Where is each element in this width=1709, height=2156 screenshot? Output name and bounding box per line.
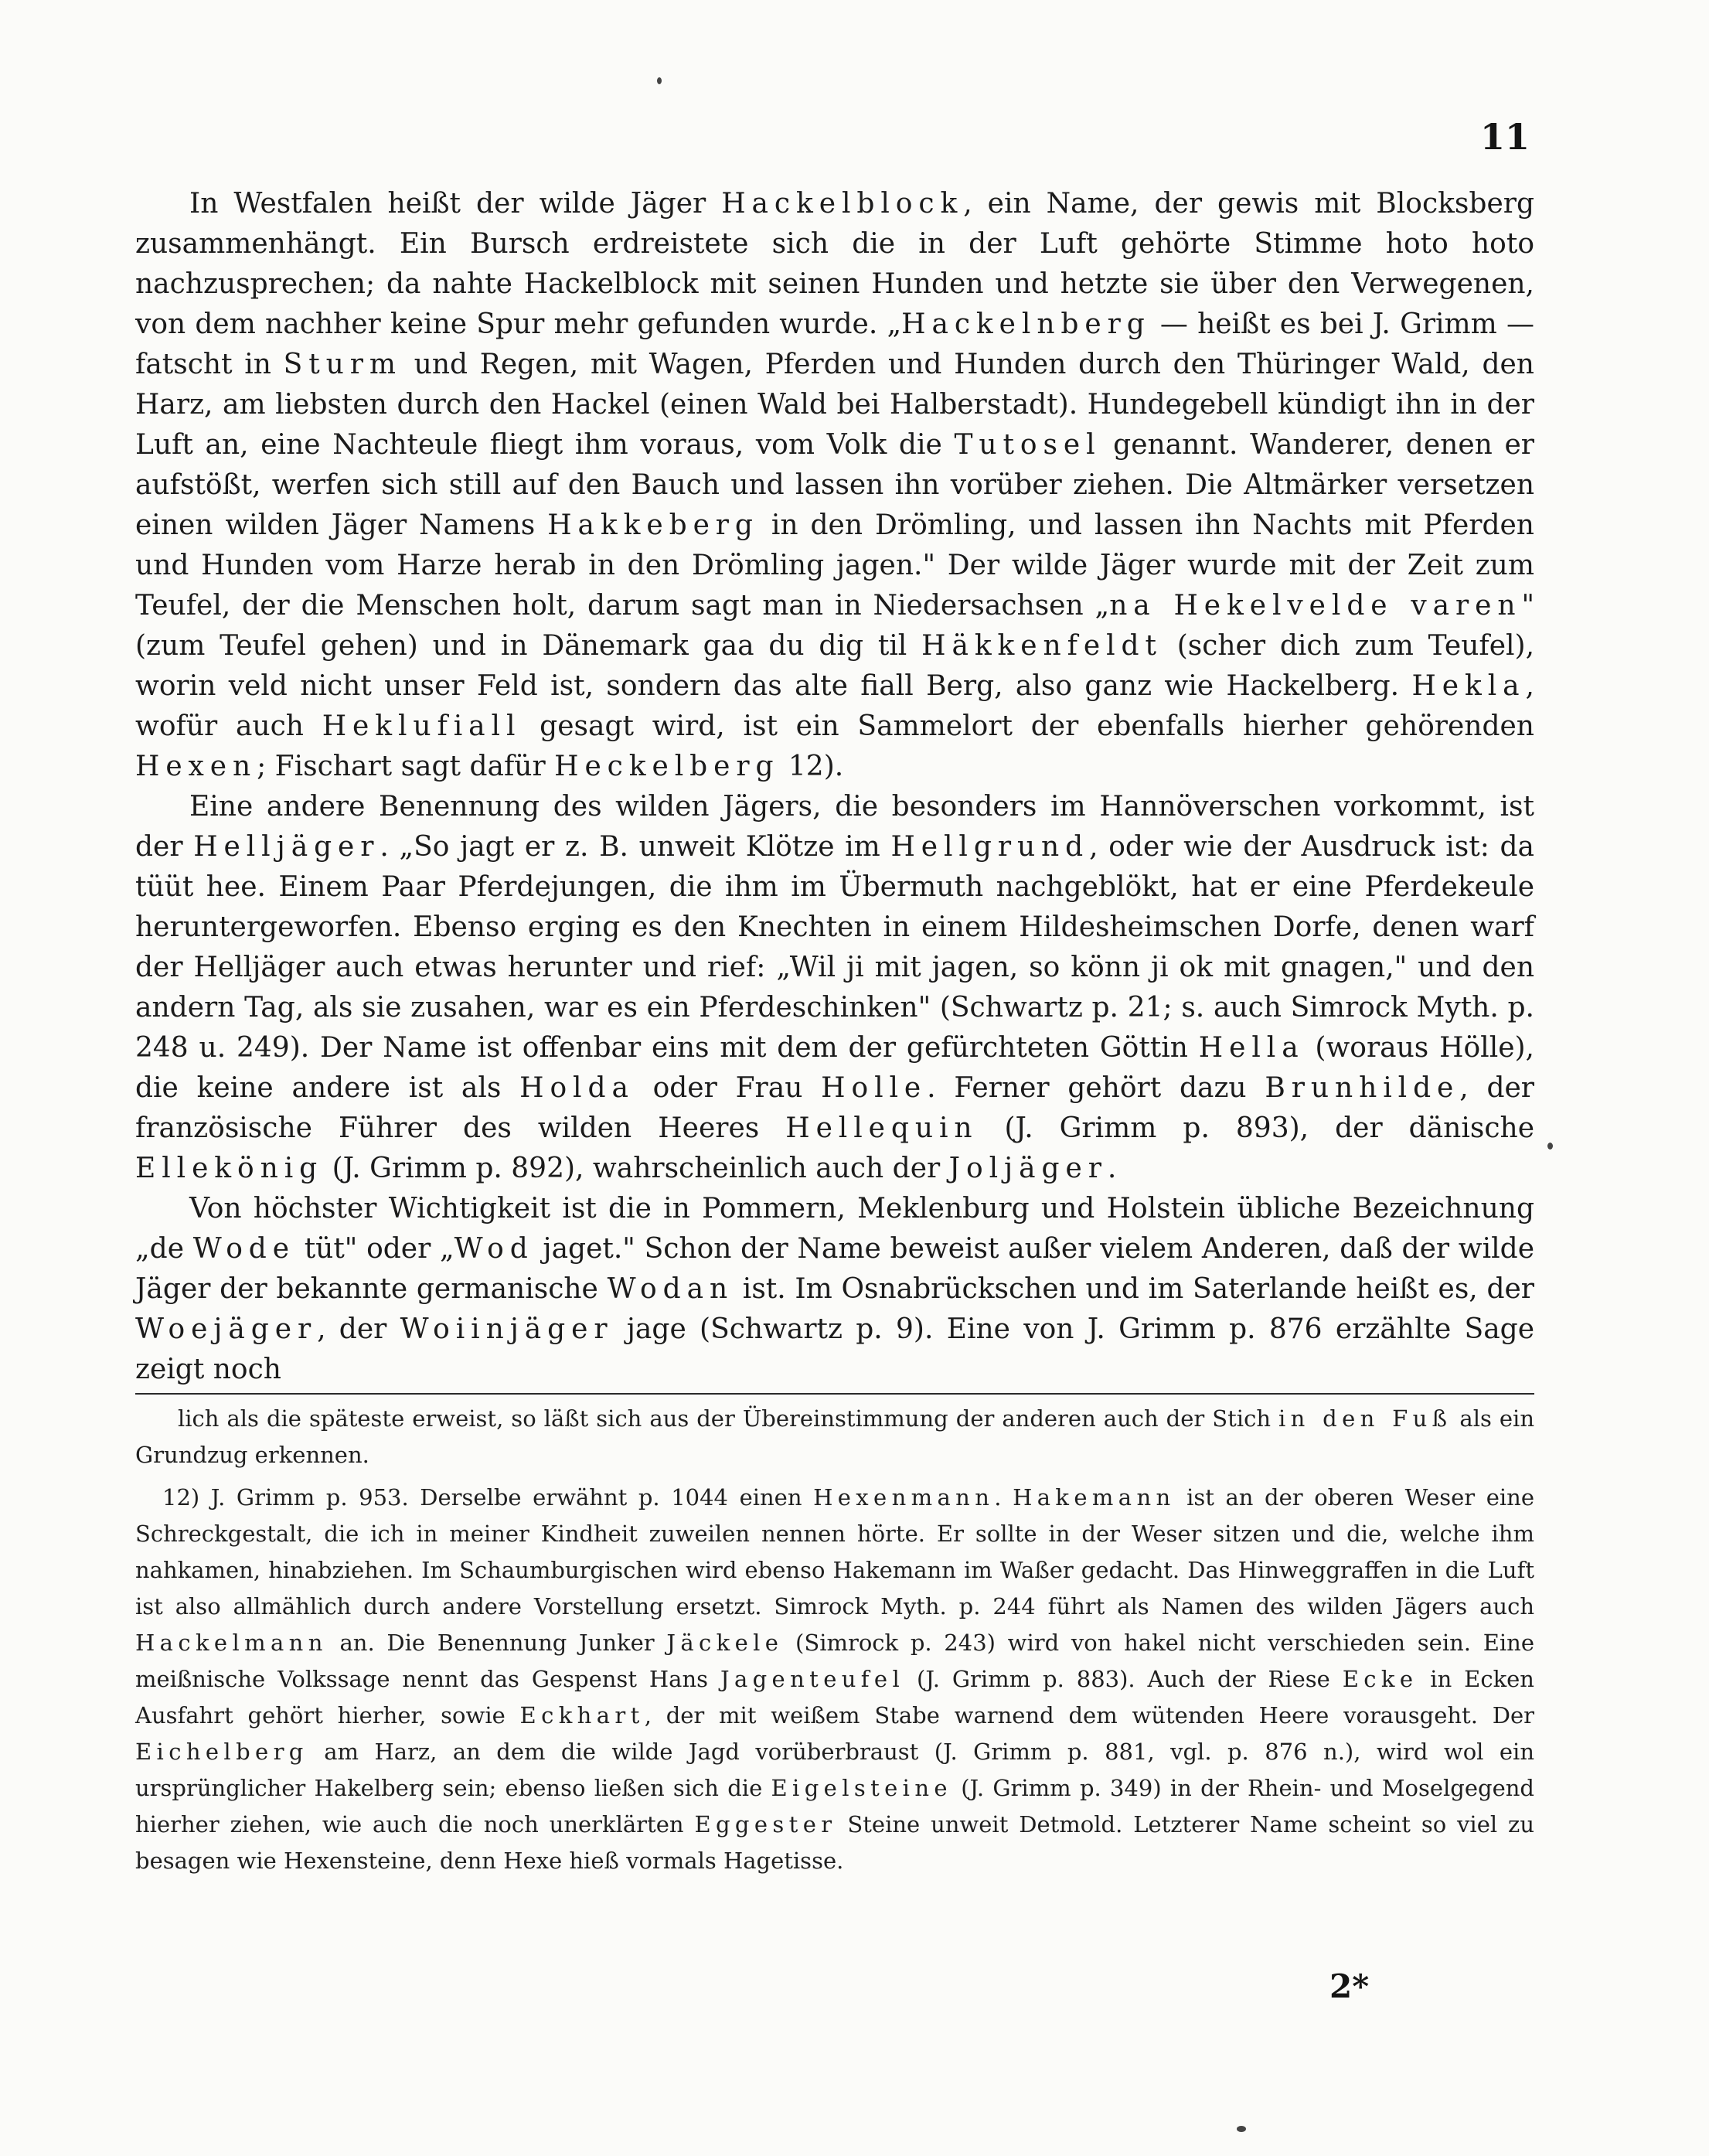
spaced-term: Hellequin [785,1112,979,1144]
scan-speck [1237,2126,1246,2132]
spaced-term: Heklufiall [322,710,522,742]
text-run: 12) J. Grimm p. 953. Derselbe erwähnt p. 1044 einen [162,1484,814,1511]
spaced-term: Wode [192,1233,295,1265]
spaced-term: Holle [821,1072,928,1104]
spaced-term: Hackelmann [135,1630,328,1656]
spaced-term: Eggester [694,1811,837,1838]
spaced-term: Häkkenfeldt [921,630,1163,662]
text-run: ist an der oberen Weser eine Schreckgestalt, die ich in meiner Kindheit zuweilen nennen hörte. Er sollte in der Weser sitzen und die, welche ihm nahkamen, hinabziehen. Im Schaumburgischen wird ebenso Hakemann im Waßer gedacht. Das Hinweggraffen in die Luft ist also allmählich durch andere Vorstellung ersetzt. Simrock Myth. p. 244 führt als Namen des wilden Jägers auch [135,1484,1534,1620]
text-run: tüt" oder „ [294,1233,454,1265]
text-run: , wofür auch [135,670,1534,742]
text-run: (J. Grimm p. 892), wahrscheinlich auch der [323,1153,949,1184]
spaced-term: Tutosel [954,429,1101,461]
text-run: Steine unweit Detmold. Letzterer Name scheint so viel zu besagen wie Hexensteine, denn Hexe hieß vormals Hagetisse. [135,1811,1534,1874]
text-run: , der [317,1313,400,1345]
footnote-continuation [135,1401,1534,1473]
text-run: am Harz, an dem die wilde Jagd vorüberbraust (J. Grimm p. 881, vgl. p. 876 n.), wird wol ein ursprünglicher Hakelberg sein; ebenso ließen sich die [135,1739,1534,1801]
scan-speck [1547,1143,1553,1150]
spaced-term: Eichelberg [135,1739,308,1765]
text-run: (J. Grimm p. 349) in der Rhein- und Moselgegend hierher ziehen, wie auch die noch unerklärten [135,1775,1534,1838]
text-run: als ein Grundzug erkennen. [135,1405,1535,1468]
text-run: — heißt es bei J. Grimm — fatscht in [135,308,1535,380]
paragraph [135,184,1534,787]
spaced-term: Woejäger [135,1313,318,1345]
spaced-term: Hexenmann [813,1484,995,1511]
text-run: . [994,1484,1013,1511]
spaced-term: Jagenteufel [720,1666,905,1692]
spaced-term: Hellgrund [890,831,1090,863]
text-run: in den Drömling, und lassen ihn Nachts mit Pferden und Hunden vom Harze herab in den Drömling jagen." Der wilde Jäger wurde mit der Zeit zum Teufel, der die Menschen holt, darum sagt man in Niedersachsen „ [135,509,1534,622]
spaced-term: Jäckele [666,1630,784,1656]
footnotes [135,1401,1534,1879]
text-run: an. Die Benennung Junker [327,1630,667,1656]
spaced-term: Hackelnberg [901,308,1151,340]
spaced-term: Woiinjäger [400,1313,614,1345]
text-run: In Westfalen heißt der wilde Jäger [189,188,722,220]
text-run: gesagt wird, ist ein Sammelort der ebenfalls hierher gehörenden [521,710,1534,742]
text-run: (J. Grimm p. 893), der dänische [978,1112,1535,1144]
spaced-term: Hackelblock [721,188,964,220]
text-run: , der französische Führer des wilden Heeres [135,1072,1535,1144]
text-run: ; Fischart sagt dafür [257,751,555,782]
spaced-term: Ecke [1342,1666,1418,1692]
spaced-term: Hekla [1411,670,1526,702]
spaced-term: Ellekönig [135,1153,324,1184]
text-run: und Regen, mit Wagen, Pferden und Hunden durch den Thüringer Wald, den Harz, am liebsten durch den Hackel (einen Wald bei Halberstadt). Hundegebell kündigt ihn in der Luft an, eine Nachteule fliegt ihm voraus, vom Volk die [135,349,1534,461]
spaced-term: Hexen [135,751,257,782]
spaced-term: Joljäger [948,1153,1108,1184]
main-text [135,184,1534,1390]
text-run: jage (Schwartz p. 9). Eine von J. Grimm p. 876 erzählte Sage zeigt noch [135,1313,1535,1385]
spaced-term: Heckelberg [554,751,780,782]
spaced-term: Helljäger [193,831,380,863]
paragraph [135,1189,1534,1390]
text-run: 12). [779,751,844,782]
text-run: (woraus Hölle), die keine andere ist als [135,1032,1534,1104]
text-run: jaget." Schon der Name beweist außer vielem Anderen, daß der wilde Jäger der bekannte germanische [135,1233,1534,1305]
text-run: , ein Name, der gewis mit Blocksberg zusammenhängt. Ein Bursch erdreistete sich die in der Luft gehörte Stimme hoto hoto nachzusprechen; da nahte Hackelblock mit seinen Hunden und hetzte sie über den Verwegenen, von dem nachher keine Spur mehr gefunden wurde. „ [135,188,1535,340]
text-run: . „So jagt er z. B. unweit Klötze im [380,831,891,863]
text-run: " (zum Teufel gehen) und in Dänemark gaa du dig til [135,590,1534,662]
text-run: (scher dich zum Teufel), worin veld nicht unser Feld ist, sondern das alte fiall Berg, also ganz wie Hackelberg. [135,630,1535,702]
text-run: (Simrock p. 243) wird von hakel nicht verschieden sein. Eine meißnische Volkssage nennt das Gespenst Hans [135,1630,1534,1692]
spaced-term: Sturm [283,349,402,380]
footnote-12 [135,1480,1534,1879]
scan-speck [657,77,662,84]
text-run: (J. Grimm p. 883). Auch der Riese [904,1666,1343,1692]
spaced-term: na Hekelvelde varen [1109,590,1522,622]
spaced-term: Wodan [607,1273,734,1305]
paragraph [135,787,1534,1189]
text-run: ist. Im Osnabrückschen und im Saterlande heißt es, der [734,1273,1535,1305]
text-run: lich als die späteste erweist, so läßt sich aus der Übereinstimmung der anderen auch der Stich [178,1405,1279,1432]
text-run: , oder wie der Ausdruck ist: da tüüt hee. Einem Paar Pferdejungen, die ihm im Übermuth nachgeblökt, hat er eine Pferdekeule heruntergeworfen. Ebenso erging es den Knechten in einem Hildesheimschen Dorfe, denen warf der Helljäger auch etwas herunter und rief: „Wil ji mit jagen, so könn ji ok mit gnagen," und den andern Tag, als sie zusahen, war es ein Pferdeschinken" (Schwartz p. 21; s. auch Simrock Myth. p. 248 u. 249). Der Name ist offenbar eins mit dem der gefürchteten Göttin [135,831,1534,1064]
text-run: Eine andere Benennung des wilden Jägers, die besonders im Hannöverschen vorkommt, ist der [135,791,1534,863]
text-run: . [1107,1153,1117,1184]
spaced-term: Hakkeberg [547,509,759,541]
page-number: 11 [1479,116,1530,158]
spaced-term: Hakemann [1013,1484,1176,1511]
text-run: Von höchster Wichtigkeit ist die in Pommern, Meklenburg und Holstein übliche Bezeichnung „de [135,1193,1534,1265]
text-run: genannt. Wanderer, denen er aufstößt, werfen sich still auf den Bauch und lassen ihn vorüber ziehen. Die Altmärker versetzen einen wilden Jäger Namens [135,429,1534,541]
text-run: in Ecken Ausfahrt gehört hierher, sowie [135,1666,1534,1729]
spaced-term: Brunhilde [1265,1072,1460,1104]
spaced-term: Hella [1198,1032,1305,1064]
spaced-term: Eigelsteine [771,1775,952,1801]
spaced-term: Wod [454,1233,534,1265]
text-run: oder Frau [634,1072,822,1104]
spaced-term: in den Fuß [1278,1405,1452,1432]
spaced-term: Holda [519,1072,635,1104]
text-run: , der mit weißem Stabe warnend dem wütenden Heere vorausgeht. Der [644,1702,1534,1729]
text-run: . Ferner gehört dazu [927,1072,1265,1104]
spaced-term: Eckhart [519,1702,645,1729]
footnote-divider [135,1393,1534,1395]
signature-mark: 2* [1329,1967,1370,2005]
